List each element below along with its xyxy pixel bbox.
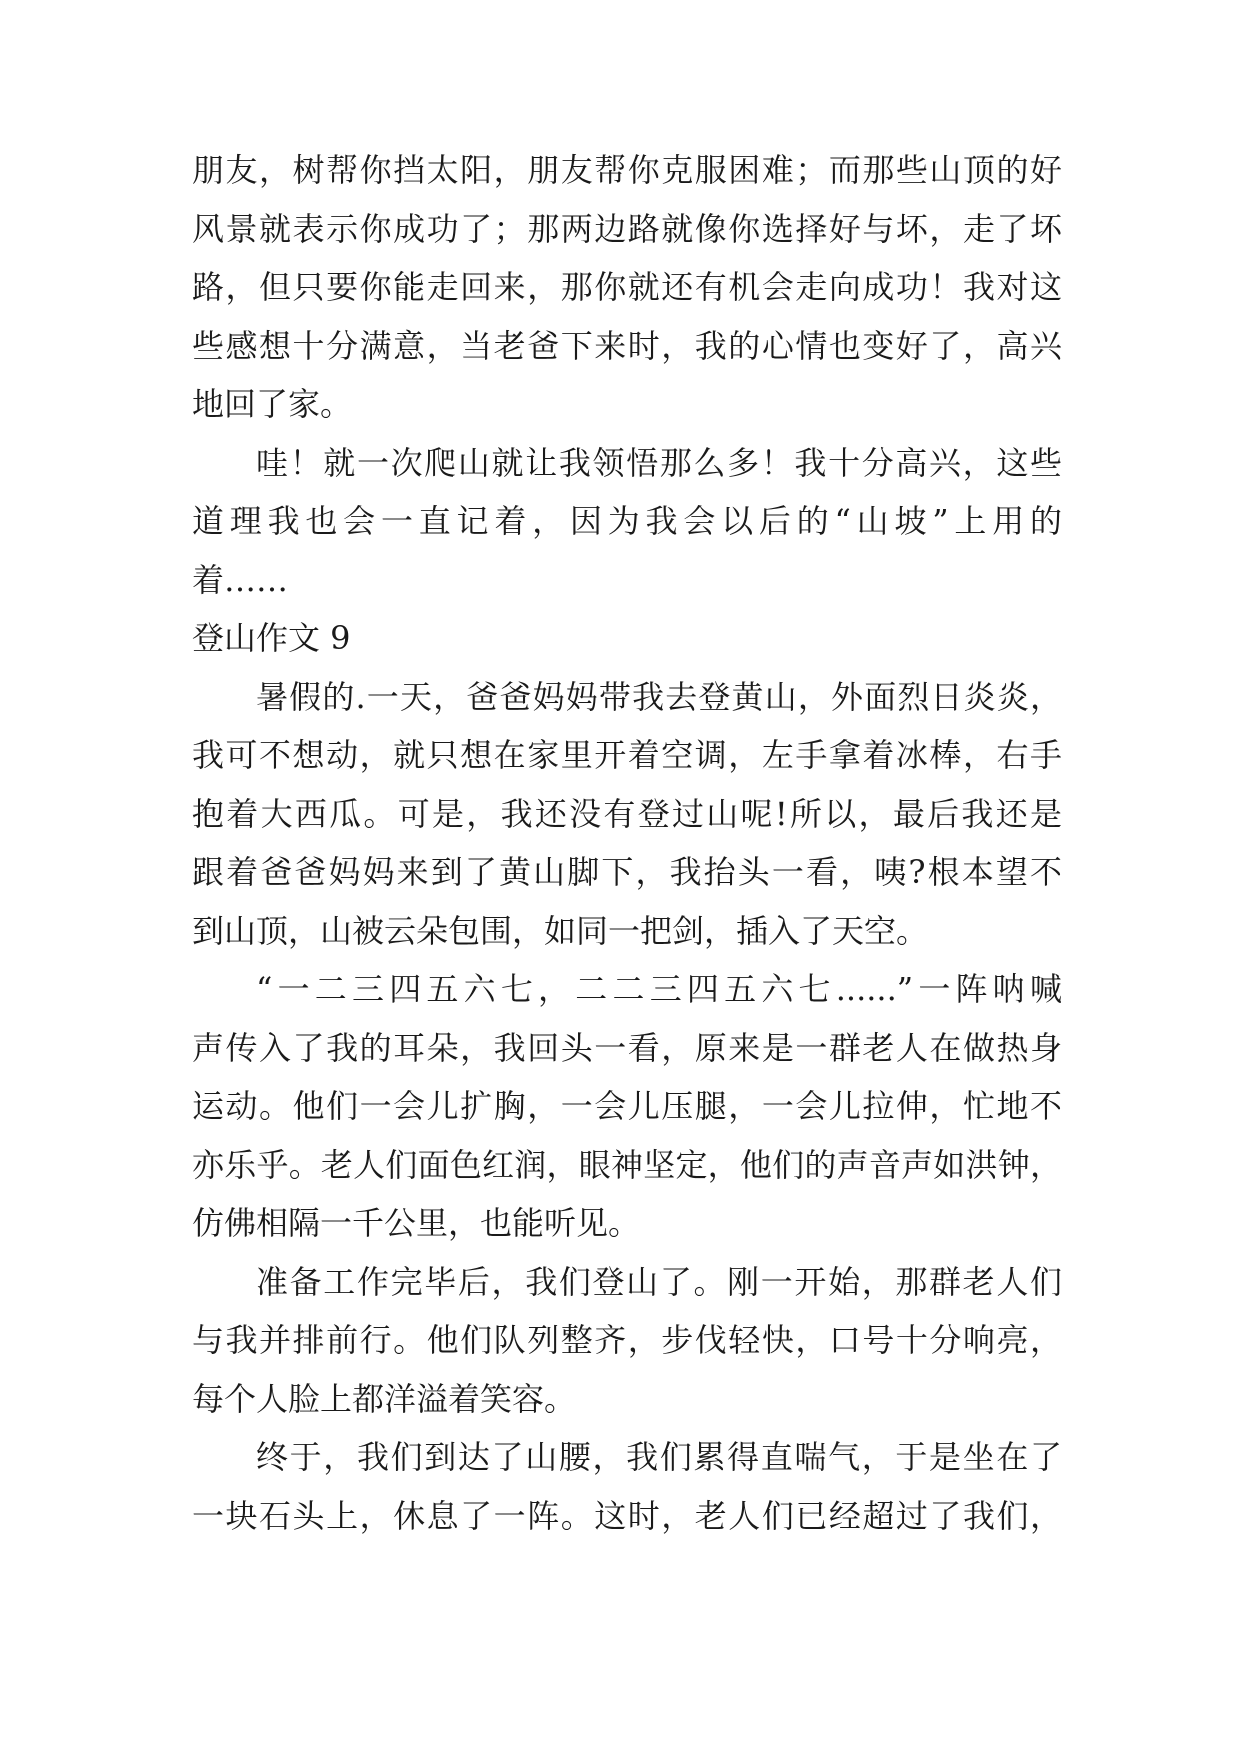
text-line: 准备工作完毕后，我们登山了。刚一开始，那群老人们 [256,1262,1062,1301]
text-line: 亦乐乎。老人们面色红润，眼神坚定，他们的声音声如洪钟， [192,1145,1062,1184]
document-page [192,141,1062,1545]
text-line: 着…… [192,560,289,599]
heading-text: 登山作文 9 [192,619,351,657]
text-line: 道理我也会一直记着，因为我会以后的“山坡”上用的 [192,502,1062,540]
paragraph [192,1428,1062,1545]
text-line: 路，但只要你能走回来，那你就还有机会走向成功！我对这 [192,268,1062,306]
text-line: 终于，我们到达了山腰，我们累得直喘气，于是坐在了 [256,1438,1062,1476]
text-line: 仿佛相隔一千公里，也能听见。 [192,1204,641,1242]
paragraph [192,141,1062,434]
text-line: 朋友，树帮你挡太阳，朋友帮你克服困难；而那些山顶的好 [192,151,1062,189]
text-line: 运动。他们一会儿扩胸，一会儿压腿，一会儿拉伸，忙地不 [192,1087,1062,1125]
text-line: 跟着爸爸妈妈来到了黄山脚下，我抬头一看，咦?根本望不 [192,853,1062,891]
text-line: 些感想十分满意，当老爸下来时，我的心情也变好了，高兴 [192,326,1062,365]
text-line: 与我并排前行。他们队列整齐，步伐轻快，口号十分响亮， [192,1321,1062,1359]
text-line: 每个人脸上都洋溢着笑容。 [192,1379,577,1418]
text-line: 地回了家。 [192,385,353,423]
paragraph [192,1253,1062,1429]
paragraph [192,668,1062,961]
text-line: 声传入了我的耳朵，我回头一看，原来是一群老人在做热身 [192,1028,1062,1067]
text-line: 暑假的.一天，爸爸妈妈带我去登黄山，外面烈日炎炎， [256,677,1062,716]
text-line: 抱着大西瓜。可是，我还没有登过山呢!所以，最后我还是 [192,794,1062,833]
text-line: “一二三四五六七，二二三四五六七......”一阵呐喊 [256,970,1062,1008]
paragraph [192,434,1062,610]
text-line: 到山顶，山被云朵包围，如同一把剑，插入了天空。 [192,911,929,950]
text-line: 一块石头上，休息了一阵。这时，老人们已经超过了我们， [192,1496,1062,1535]
section-heading [192,609,1062,668]
text-line: 我可不想动，就只想在家里开着空调，左手拿着冰棒，右手 [192,736,1062,774]
paragraph [192,960,1062,1253]
text-line: 哇！就一次爬山就让我领悟那么多！我十分高兴，这些 [256,443,1062,482]
text-line: 风景就表示你成功了；那两边路就像你选择好与坏，走了坏 [192,209,1062,248]
